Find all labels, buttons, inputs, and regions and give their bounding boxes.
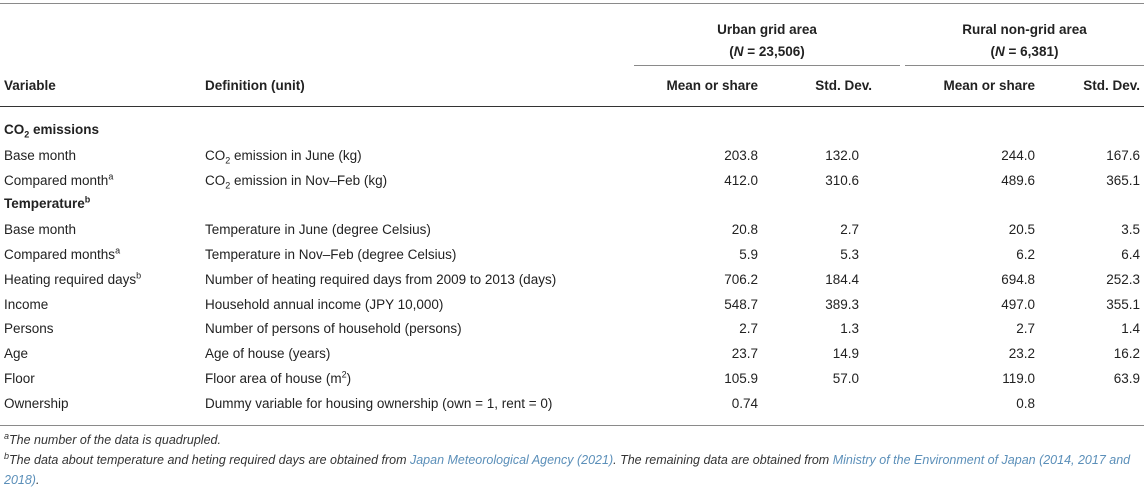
cell-urban-sd: 184.4 — [825, 272, 859, 287]
header-variable: Variable — [4, 78, 56, 93]
cell-urban-mean: 2.7 — [739, 321, 758, 336]
cell-urban-sd: 57.0 — [832, 371, 859, 386]
table-row — [0, 269, 1144, 291]
footnote-a: $^a$The number of the data is quadrupled. — [4, 430, 221, 447]
cell-definition: Floor area of house $(m^2)$ — [205, 369, 352, 386]
cell-variable: Base month — [4, 148, 77, 163]
cell-rural-sd: 63.9 — [1113, 371, 1140, 386]
cell-variable: Heating required days$^b$ — [4, 270, 142, 287]
cell-urban-mean: 5.9 — [739, 247, 758, 262]
cell-rural-mean: 0.8 — [1016, 396, 1035, 411]
cell-urban-mean: 23.7 — [731, 346, 758, 361]
cell-rural-mean: 119.0 — [1002, 371, 1035, 386]
cell-variable: Compared month$^a$ — [4, 171, 114, 188]
cell-rural-sd: 1.4 — [1121, 321, 1140, 336]
cell-rural-sd: 3.5 — [1121, 222, 1140, 237]
cell-rural-sd: 6.4 — [1121, 247, 1140, 262]
table-row — [0, 170, 1144, 192]
cell-urban-sd: 2.7 — [840, 222, 859, 237]
cell-variable: Persons — [4, 321, 54, 336]
cell-urban-sd: 14.9 — [832, 346, 859, 361]
link-ministry-of-environment[interactable]: Ministry of the Environment of Japan (2014, 2017 and 2018) — [4, 453, 1131, 487]
cell-rural-mean: 2.7 — [1016, 321, 1035, 336]
cell-rural-mean: 489.6 — [1001, 173, 1035, 188]
table-row — [0, 368, 1144, 390]
header-rural-mean: Mean or share — [943, 78, 1035, 93]
cell-definition: $CO_2$ emission in Nov–Feb (kg) — [205, 173, 388, 191]
cell-rural-sd: 167.6 — [1106, 148, 1140, 163]
table-row — [0, 393, 1144, 415]
table-row — [0, 145, 1144, 167]
header-rural-sd: Std. Dev. — [1083, 78, 1140, 93]
rural-group-n: (N = 6,381) — [990, 44, 1059, 59]
urban-group-n: (N = 23,506) — [729, 44, 805, 59]
cell-urban-mean: 20.8 — [731, 222, 758, 237]
table-footnotes — [4, 430, 1140, 490]
cell-rural-sd: 365.1 — [1106, 173, 1140, 188]
cell-definition: Temperature in Nov–Feb (degree Celsius) — [205, 247, 457, 262]
cell-variable: Ownership — [4, 396, 69, 411]
cell-urban-mean: 548.7 — [724, 297, 758, 312]
cell-urban-mean: 412.0 — [724, 173, 758, 188]
cell-definition: $CO_2$ emission in June (kg) — [205, 148, 362, 166]
cell-rural-sd: 252.3 — [1106, 272, 1140, 287]
header-definition: Definition (unit) — [205, 78, 305, 93]
cell-urban-sd: 310.6 — [825, 173, 859, 188]
cell-variable: Base month — [4, 222, 77, 237]
section-co2-label: $CO_2$ emissions — [4, 122, 100, 140]
cell-urban-sd: 132.0 — [825, 148, 859, 163]
cell-urban-mean: 203.8 — [724, 148, 758, 163]
cell-variable: Age — [4, 346, 29, 361]
cell-urban-sd: 389.3 — [825, 297, 859, 312]
cell-rural-mean: 20.5 — [1008, 222, 1035, 237]
cell-urban-sd: 5.3 — [840, 247, 859, 262]
header-urban-mean: Mean or share — [666, 78, 758, 93]
rural-group-header — [905, 19, 1144, 63]
cell-rural-mean: 23.2 — [1008, 346, 1035, 361]
urban-group-rule — [634, 65, 900, 66]
cell-rural-sd: 16.2 — [1113, 346, 1140, 361]
table-row — [0, 294, 1144, 316]
urban-group-title: Urban grid area — [717, 22, 817, 37]
cell-urban-mean: 105.9 — [724, 371, 758, 386]
cell-urban-mean: 0.74 — [731, 396, 758, 411]
header-urban-sd: Std. Dev. — [815, 78, 872, 93]
section-temperature — [0, 193, 1144, 215]
link-japan-meteorological-agency[interactable]: Japan Meteorological Agency (2021) — [409, 453, 614, 467]
table-row — [0, 219, 1144, 241]
cell-definition: Age of house (years) — [205, 346, 331, 361]
cell-variable: Income — [4, 297, 49, 312]
cell-definition: Dummy variable for housing ownership (own = 1, rent = 0) — [205, 396, 553, 411]
cell-variable: Compared months$^a$ — [4, 245, 121, 262]
top-rule — [0, 3, 1144, 4]
header-rule — [0, 106, 1144, 107]
rural-group-title: Rural non-grid area — [962, 22, 1087, 37]
section-temperature-label: Temperature$^b$ — [4, 194, 91, 211]
cell-definition: Number of persons of household (persons) — [205, 321, 462, 336]
table-row — [0, 318, 1144, 340]
cell-definition: Household annual income (JPY 10,000) — [205, 297, 444, 312]
cell-rural-mean: 497.0 — [1001, 297, 1035, 312]
rural-group-rule — [905, 65, 1144, 66]
urban-group-header — [634, 19, 900, 63]
section-co2-emissions — [0, 119, 1144, 141]
cell-variable: Floor — [4, 371, 35, 386]
bottom-rule — [0, 425, 1144, 426]
cell-rural-mean: 694.8 — [1001, 272, 1035, 287]
cell-rural-mean: 244.0 — [1001, 148, 1035, 163]
cell-urban-mean: 706.2 — [724, 272, 758, 287]
footnote-b: $^b$The data about temperature and heting required days are obtained from Japan Meteorological Agency (2021). The remaining data are obtained from Ministry of the Environment of Japan (2014, 2017 and 2018). — [4, 450, 1131, 487]
cell-definition: Number of heating required days from 2009 to 2013 (days) — [205, 272, 557, 287]
cell-rural-sd: 355.1 — [1106, 297, 1140, 312]
cell-definition: Temperature in June (degree Celsius) — [205, 222, 431, 237]
table-row — [0, 244, 1144, 266]
table-row — [0, 343, 1144, 365]
cell-rural-mean: 6.2 — [1016, 247, 1035, 262]
cell-urban-sd: 1.3 — [840, 321, 859, 336]
